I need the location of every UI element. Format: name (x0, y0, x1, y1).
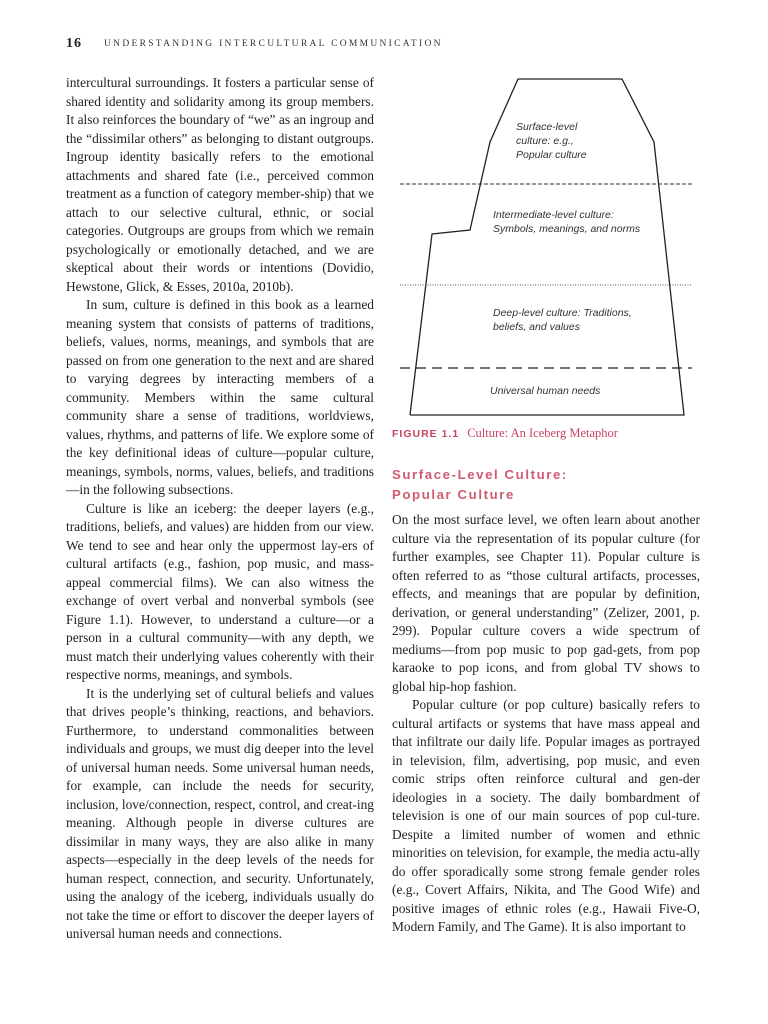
left-column (66, 74, 374, 944)
intermediate-level-label: Intermediate-level culture: Symbols, meanings, and norms (493, 209, 641, 235)
universal-needs-label: Universal human needs (490, 385, 601, 397)
left-paragraph-4: It is the underlying set of cultural beliefs and values that drives people’s thinking, reactions, and behaviors. Furthermore, to understand commonalities between individuals and groups, we must dig deeper into the level of universal human needs. Some universal human needs, for example, can include the needs for security, inclusion, love/connection, respect, control, and creat-ing meaning. Although people in diverse cultures are dissimilar in many ways, they are also alike in many aspects—especially in the deep levels of the needs for human respect, connection, and security. Unfortunately, using the analogy of the iceberg, individuals usually do not take the time or effort to discover the deeper layers of universal human needs and connections. (66, 685, 374, 941)
section-heading-line-1: Surface-Level Culture: (392, 467, 568, 482)
page-number: 16 (66, 36, 82, 51)
iceberg-figure (392, 72, 702, 444)
section-heading-line-2: Popular Culture (392, 487, 515, 502)
figure-caption (392, 426, 618, 441)
figure-caption-text: Culture: An Iceberg Metaphor (467, 426, 618, 440)
right-column (392, 511, 700, 937)
running-head: UNDERSTANDING INTERCULTURAL COMMUNICATION (104, 39, 443, 49)
section-heading (392, 465, 568, 505)
left-paragraph-3: Culture is like an iceberg: the deeper layers (e.g., traditions, beliefs, and values) are hidden from our view. We tend to see and hear only the uppermost lay-ers of cultural artifacts (e.g., fashion, pop music, and mass-appeal commercial films). We can also witness the exchange of overt verbal and nonverbal symbols (see Figure 1.1). However, to understand a culture—or a person in a cultural community—with any depth, we must match their underlying values coherently with their respective norms, meanings, and symbols. (66, 500, 374, 682)
figure-number: FIGURE 1.1 (392, 428, 460, 440)
left-paragraph-2: In sum, culture is defined in this book as a learned meaning system that consists of patterns of traditions, beliefs, values, norms, meanings, and symbols that are passed on from one generation to the next and are shared to varying degrees by interacting members of a community. Members within the same cultural community share a sense of traditions, worldviews, values, rhythms, and patterns of life. We explore some of the key definitional ideas of culture—popular culture, meanings, symbols, norms, values, beliefs, and traditions—in the following subsections. (66, 297, 374, 497)
right-paragraph-1: On the most surface level, we often learn about another culture via the representation of its popular culture (for further examples, see Chapter 11). Popular culture is often referred to as “those cultural artifacts, processes, effects, and meanings that are popular by definition, derivation, or general understanding” (Zelizer, 2001, p. 299). Popular culture covers a wide spectrum of mediums—from pop music to pop gad-gets, from pop karaoke to pop icons, and from global TV shows to global hip-hop fashion. (392, 512, 700, 694)
surface-level-label: Surface-level culture: e.g., Popular culture (516, 121, 587, 161)
deep-level-label: Deep-level culture: Traditions, beliefs, and values (493, 307, 632, 333)
page-header (66, 36, 728, 56)
left-paragraph-1: intercultural surroundings. It fosters a particular sense of shared identity and solidarity among its group members. It also reinforces the boundary of “we” as an ingroup and the “dissimilar others” as belonging to distant outgroups. Ingroup identity basically refers to the emotional attachments and shared fate (i.e., perceived common treatment as a function of category member-ship) that we attach to our selective cultural, ethnic, or social categories. Outgroups are groups from which we remain psychologically or emotionally detached, and we are skeptical about their words or intentions (Dovidio, Hewstone, Glick, & Esses, 2010a, 2010b). (66, 75, 374, 294)
right-paragraph-2: Popular culture (or pop culture) basically refers to cultural artifacts or systems that have mass appeal and that infiltrate our daily life. Popular images as portrayed in television, film, advertising, pop music, and even comic strips often reinforce cultural and gen-der ideologies in a society. The daily bombardment of television is one of our main sources of pop cul-ture. Despite a limited number of women and ethnic minorities on television, for example, the media actu-ally do offer sporadically some strong female gender roles (e.g., Covert Affairs, Nikita, and The Good Wife) and positive images of ethnic roles (e.g., Hawaii Five-O, Modern Family, and The Game). It is also important to (392, 697, 700, 934)
